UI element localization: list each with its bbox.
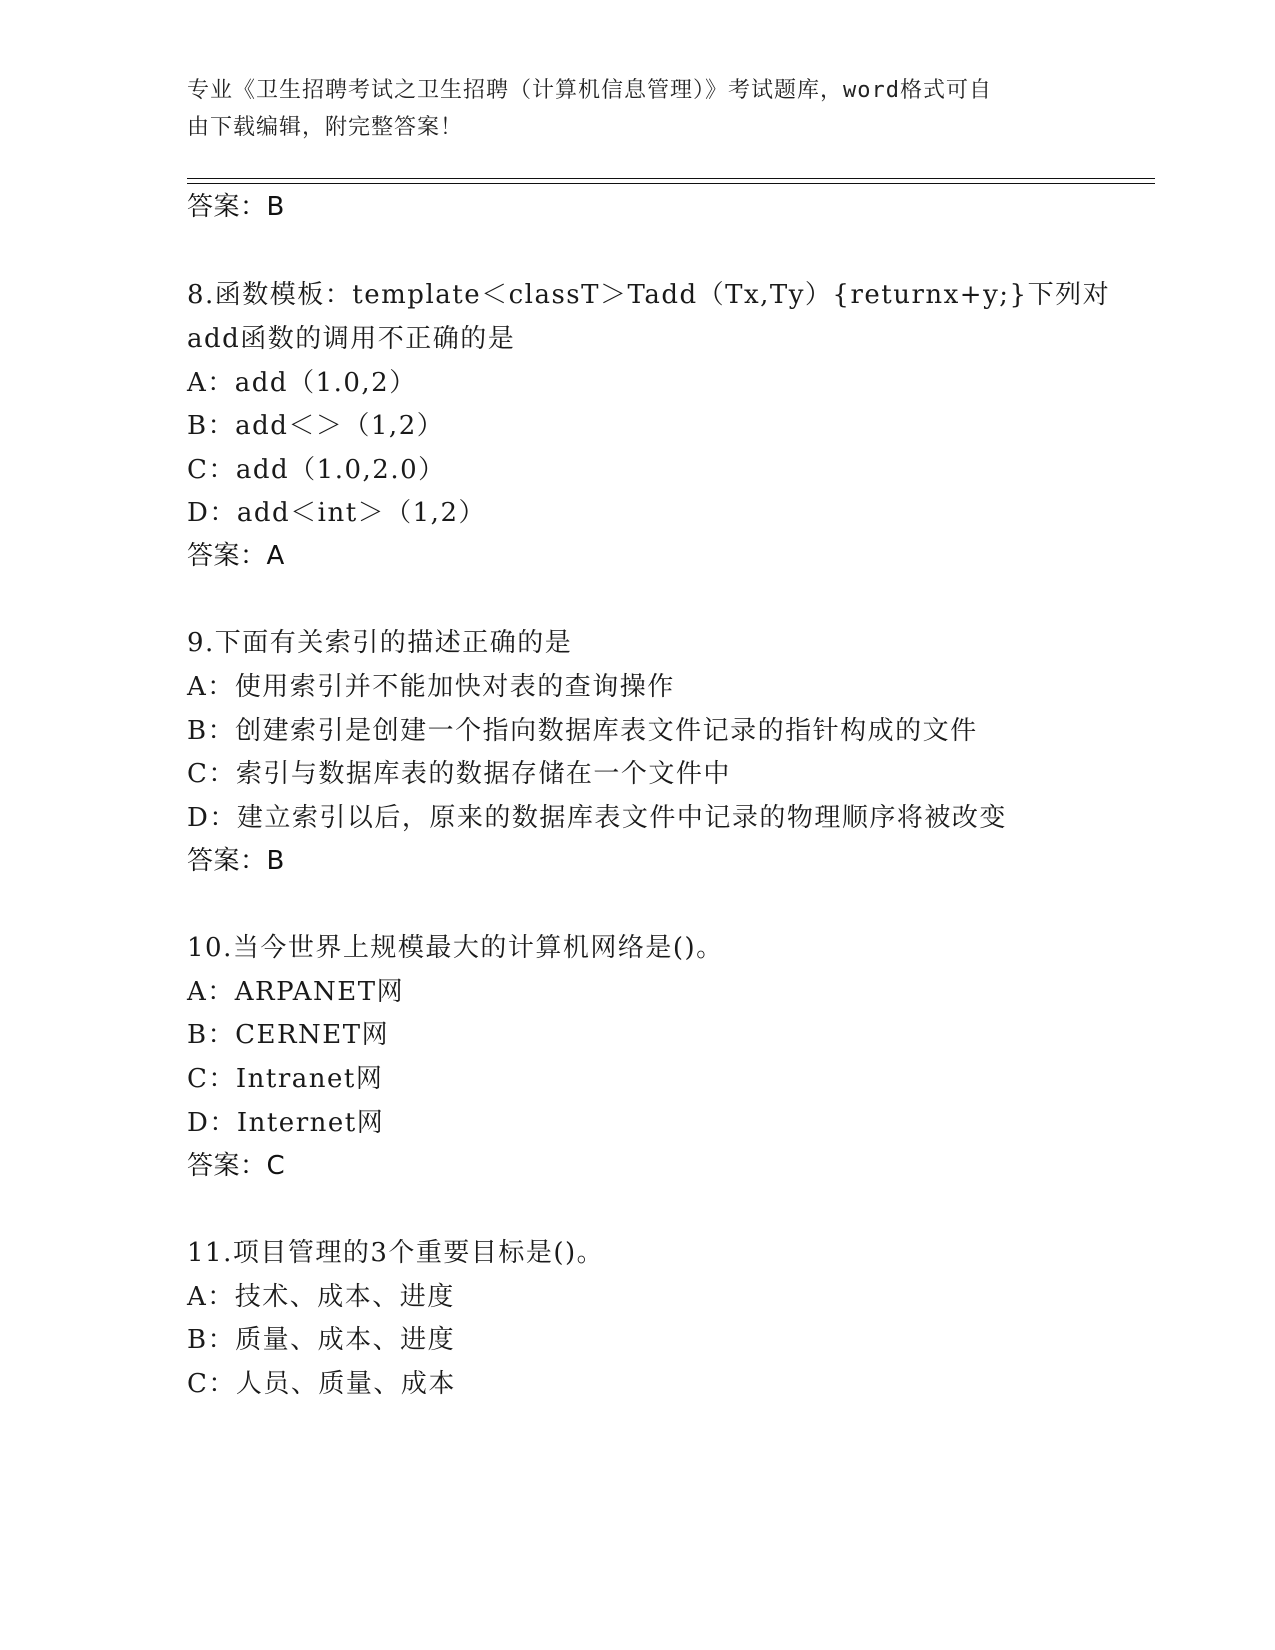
answer-label: 答案：B	[187, 846, 285, 876]
answer-label: 答案：C	[187, 1151, 286, 1181]
option-a: A：技术、成本、进度	[187, 1282, 455, 1312]
option-d: D：add＜int＞（1,2）	[187, 498, 486, 528]
header-divider-bottom	[187, 183, 1155, 184]
option-c: C：索引与数据库表的数据存储在一个文件中	[187, 759, 731, 789]
page-header	[187, 72, 1067, 146]
answer-label: 答案：B	[187, 192, 285, 222]
option-b: B：add＜＞（1,2）	[187, 411, 445, 441]
option-c: C：Intranet网	[187, 1064, 384, 1094]
question-stem: 11.项目管理的3个重要目标是()。	[187, 1238, 605, 1268]
option-a: A：使用索引并不能加快对表的查询操作	[187, 672, 675, 702]
answer-label: 答案：A	[187, 541, 285, 571]
option-d: D：Internet网	[187, 1108, 385, 1138]
option-b: B：质量、成本、进度	[187, 1325, 456, 1355]
question-stem: 9.下面有关索引的描述正确的是	[187, 628, 573, 658]
header-line-2: 由下载编辑，附完整答案！	[187, 115, 464, 140]
question-stem: 8.函数模板：template＜classT＞Tadd（Tx,Ty）{returnx+y;}下列对	[187, 280, 1111, 310]
option-a: A：add（1.0,2）	[187, 368, 417, 398]
option-c: C：add（1.0,2.0）	[187, 455, 446, 485]
header-line-1: 专业《卫生招聘考试之卫生招聘（计算机信息管理）》考试题库，word格式可自	[187, 78, 992, 103]
option-d: D：建立索引以后，原来的数据库表文件中记录的物理顺序将被改变	[187, 803, 1007, 833]
question-stem: 10.当今世界上规模最大的计算机网络是()。	[187, 933, 724, 963]
option-a: A：ARPANET网	[187, 977, 405, 1007]
option-c: C：人员、质量、成本	[187, 1369, 456, 1399]
option-b: B：CERNET网	[187, 1020, 390, 1050]
option-b: B：创建索引是创建一个指向数据库表文件记录的指针构成的文件	[187, 716, 978, 746]
header-divider-top	[187, 178, 1155, 179]
question-stem-cont: add函数的调用不正确的是	[187, 324, 516, 354]
